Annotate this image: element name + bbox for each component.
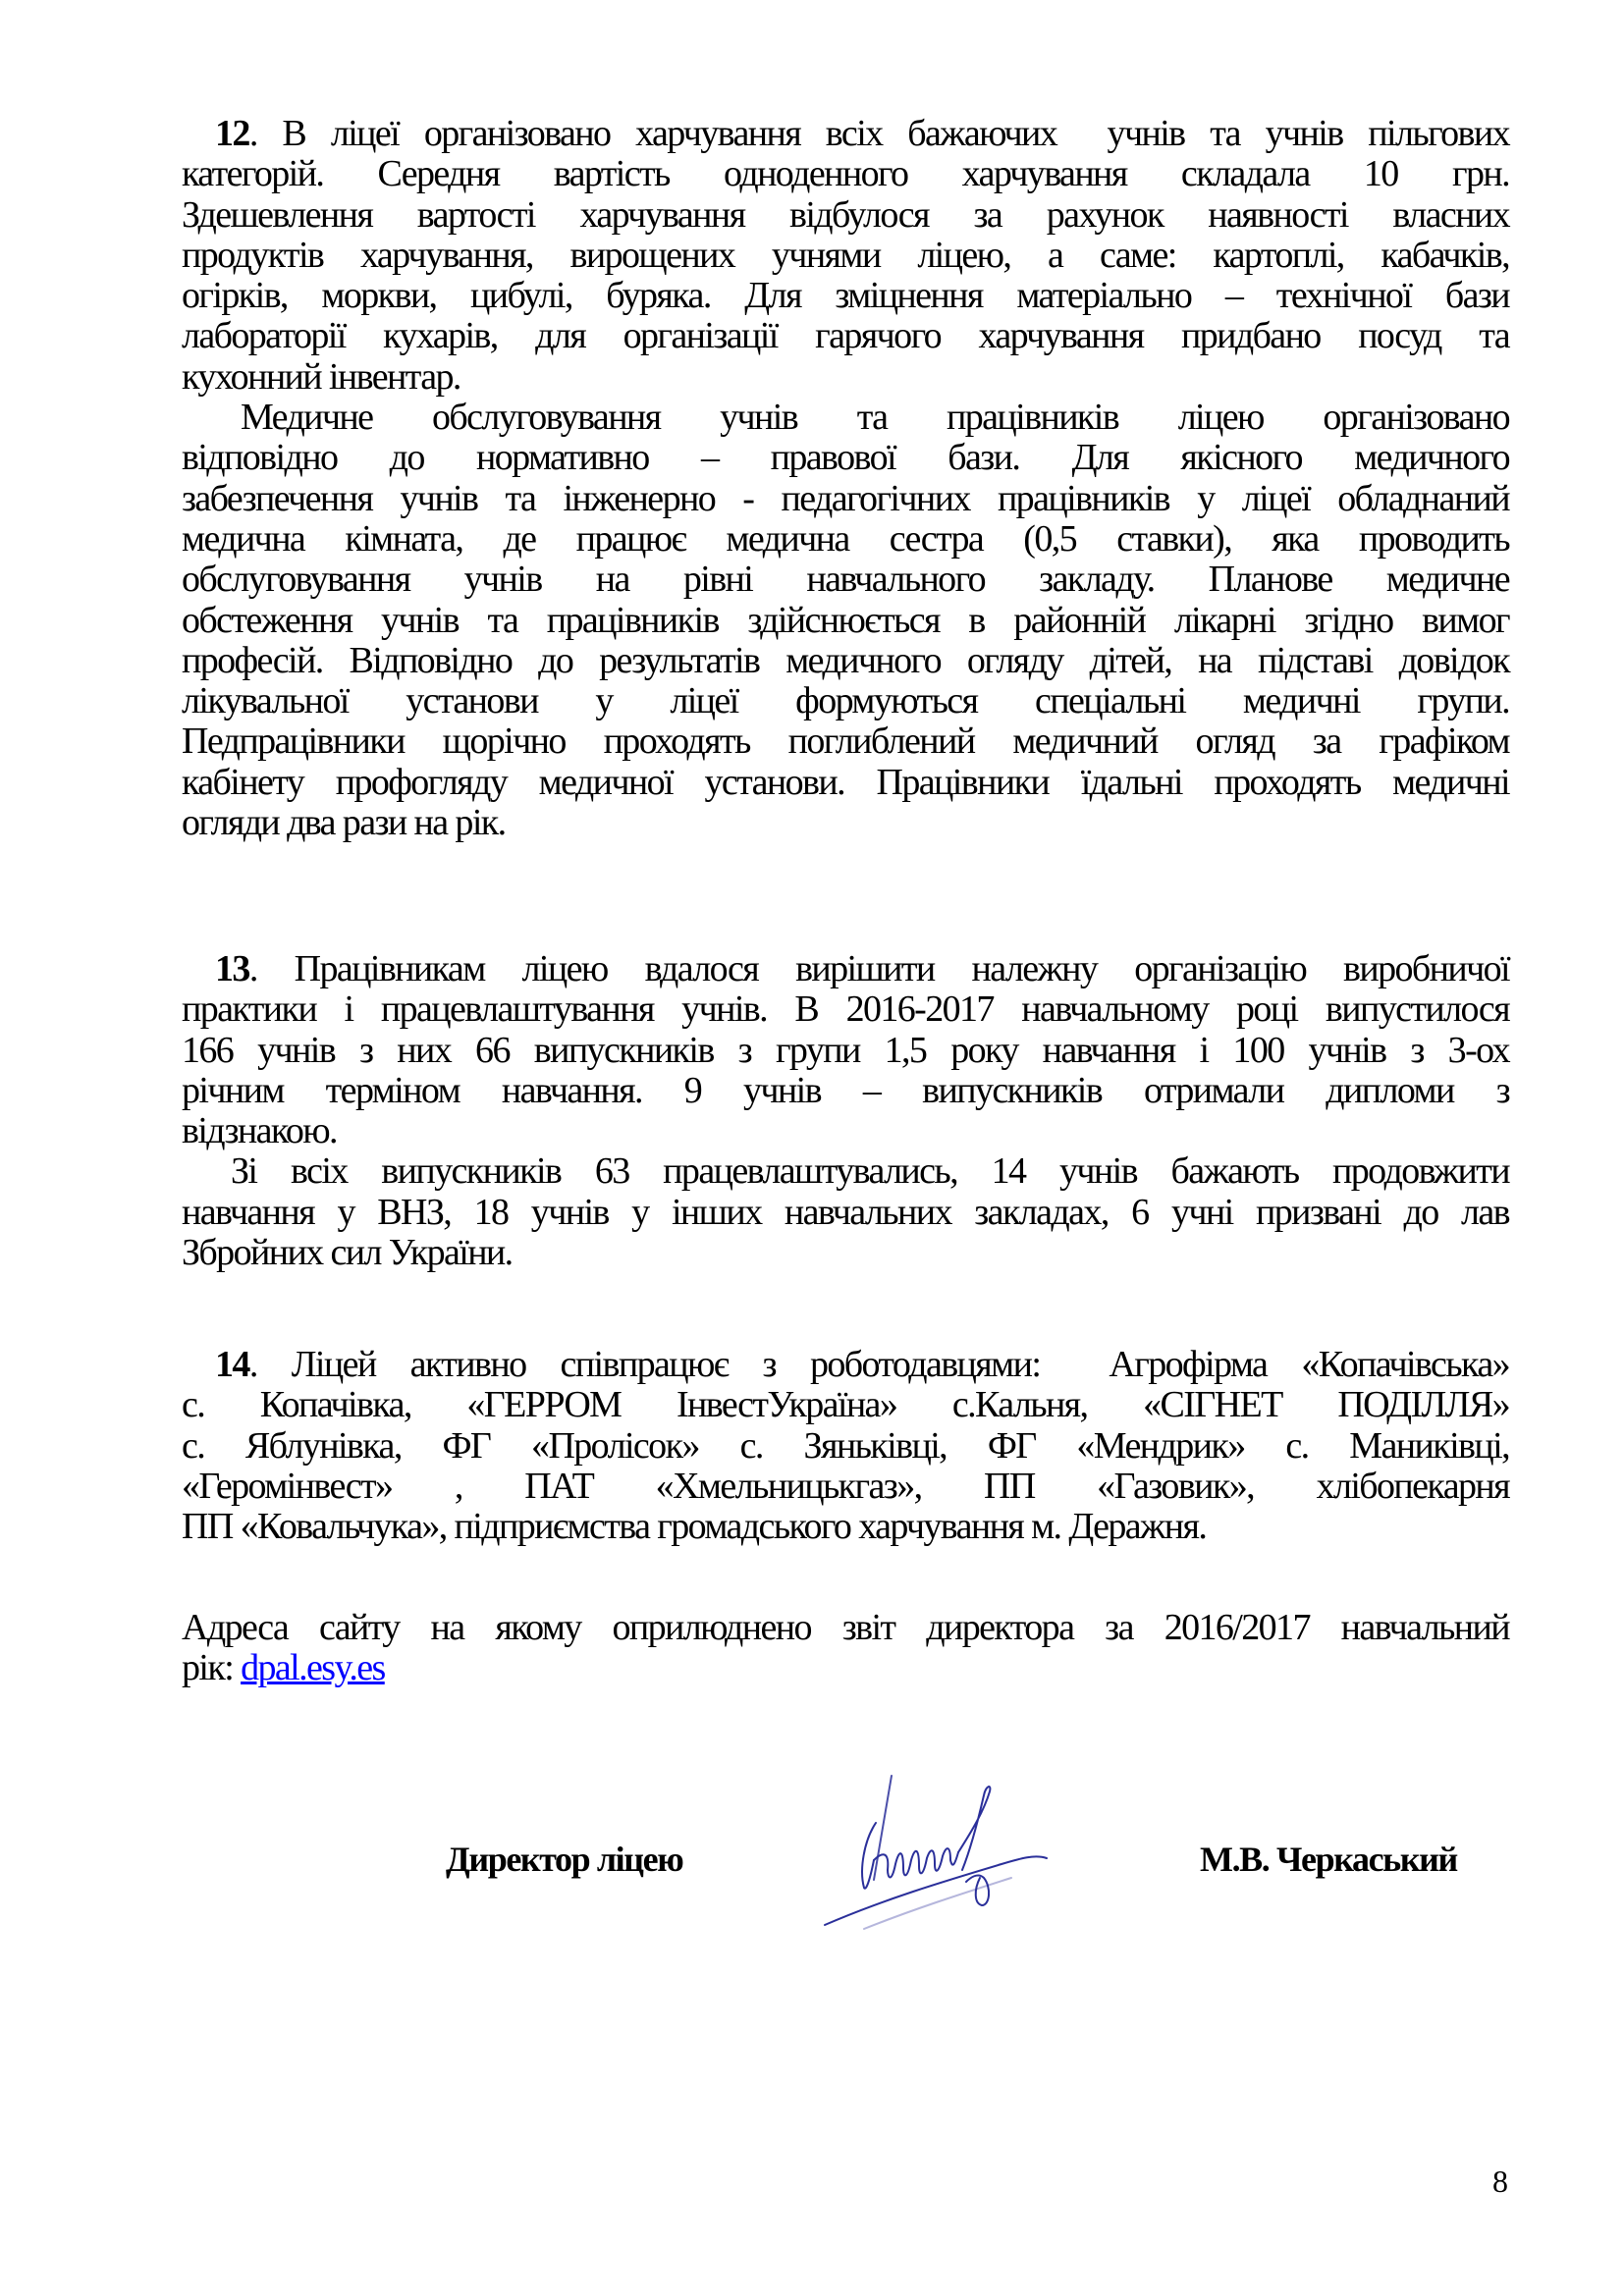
signature-block [0,1821,1624,1939]
text-line: кабінету профогляду медичної установи. Працівники їдальні проходять медичні [182,761,1509,803]
text-line: «Геромінвест» , ПАТ «Хмельницькгаз», ПП «Газовик», хлібопекарня [182,1465,1509,1507]
text-line: кухонний інвентар. [182,355,460,398]
section-12 [182,114,1509,843]
text-line: обстеження учнів та працівників здійснюється в районній лікарні згідно вимог [182,599,1509,641]
text-line: професій. Відповідно до результатів медичного огляду дітей, на підставі довідок [182,639,1509,681]
text-line: с. Яблунівка, ФГ «Пролісок» с. Зяньківці, ФГ «Мендрик» с. Маниківці, [182,1424,1509,1467]
text-line: річним терміном навчання. 9 учнів – випускників отримали дипломи з [182,1069,1509,1111]
text-line: рік: dpal.esy.es [182,1647,385,1689]
handwritten-signature-icon [805,1762,1080,1949]
text-line: Медичне обслуговування учнів та працівників ліцею організовано [241,397,1509,439]
text-line: 14. Ліцей активно співпрацює з роботодавцями: Агрофірма «Копачівська» [215,1344,1509,1385]
text-line: лікувальної установи у ліцеї формуються спеціальні медичні групи. [182,680,1509,722]
section-14 [182,1345,1509,1547]
section-number: 13 [215,948,249,989]
text-line: медична кімната, де працює медична сестра (0,5 ставки), яка проводить [182,517,1509,560]
text-line: лабораторії кухарів, для організації гарячого харчування придбано посуд та [182,315,1509,357]
section-number: 14 [215,1344,249,1385]
text-line: відповідно до нормативно – правової бази. Для якісного медичного [182,437,1509,479]
text-line: 13. Працівникам ліцею вдалося вирішити належну організацію виробничої [215,948,1509,989]
signatory-name: М.В. Черкаський [1200,1840,1457,1879]
text-line: ПП «Ковальчука», підприємства громадського харчування м. Деражня. [182,1506,1207,1548]
text-line: забезпечення учнів та інженерно - педагогічних працівників у ліцеї обладнаний [182,477,1509,519]
section-13 [182,949,1509,1273]
page-number: 8 [1492,2163,1508,2199]
text-line: с. Копачівка, «ГЕРРОМ ІнвестУкраїна» с.Кальня, «СІГНЕТ ПОДІЛЛЯ» [182,1384,1509,1426]
text-line: категорій. Середня вартість одноденного харчування складала 10 грн. [182,153,1509,195]
text-line: Педпрацівники щорічно проходять поглиблений медичний огляд за графіком [182,721,1509,763]
text-line: Адреса сайту на якому оприлюднено звіт директора за 2016/2017 навчальний [182,1607,1509,1648]
text-line: Зі всіх випускників 63 працевлаштувались, 14 учнів бажають продовжити [231,1150,1509,1193]
website-link[interactable]: dpal.esy.es [241,1647,385,1689]
signatory-role: Директор ліцею [446,1840,683,1879]
text-line: Збройних сил України. [182,1232,513,1274]
text-line: продуктів харчування, вирощених учнями ліцею, а саме: картоплі, кабачків, [182,234,1509,276]
text-line: обслуговування учнів на рівні навчального закладу. Планове медичне [182,559,1509,601]
text-line: практики і працевлаштування учнів. В 2016-2017 навчальному році випустилося [182,988,1509,1031]
text-line: навчання у ВНЗ, 18 учнів у інших навчальних закладах, 6 учні призвані до лав [182,1191,1509,1233]
website-address [182,1608,1509,1689]
text-line: огляди два рази на рік. [182,802,506,844]
text-line: 12. В ліцеї організовано харчування всіх бажаючих учнів та учнів пільгових [215,113,1509,154]
text-line: Здешевлення вартості харчування відбулося за рахунок наявності власних [182,193,1509,236]
text-line: 166 учнів з них 66 випускників з групи 1,5 року навчання і 100 учнів з 3-ох [182,1029,1509,1071]
section-number: 12 [215,113,249,154]
text-line: огірків, моркви, цибулі, буряка. Для зміцнення матеріально – технічної бази [182,275,1509,317]
text-line: відзнакою. [182,1110,337,1152]
